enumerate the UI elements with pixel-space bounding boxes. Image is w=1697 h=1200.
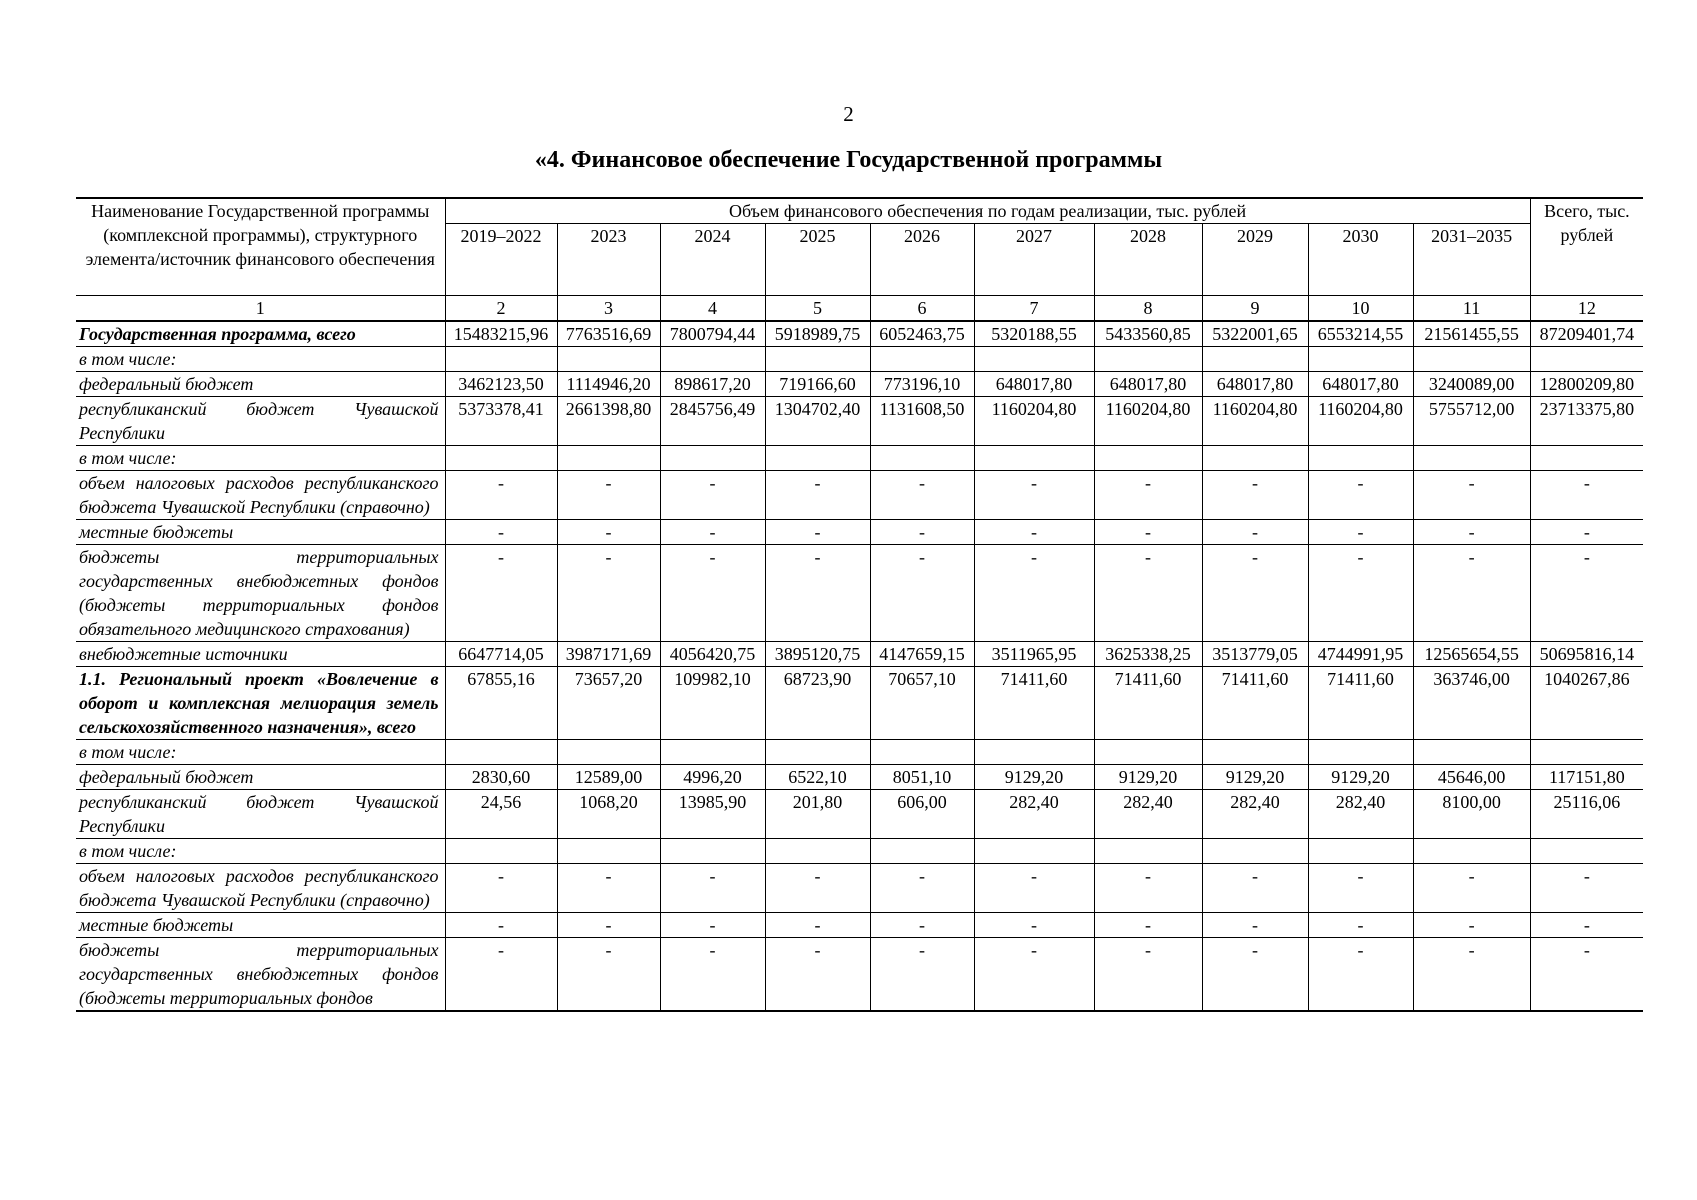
row-value-cell: 3462123,50 xyxy=(445,372,557,397)
row-value-cell: 6052463,75 xyxy=(870,321,974,347)
table-row xyxy=(76,520,1643,545)
row-value-cell: 7763516,69 xyxy=(557,321,660,347)
row-value-cell: - xyxy=(765,545,870,642)
row-value-cell: - xyxy=(1308,471,1413,520)
row-value-cell: 3240089,00 xyxy=(1413,372,1530,397)
row-value-cell: 5373378,41 xyxy=(445,397,557,446)
row-value-cell: 4996,20 xyxy=(660,765,765,790)
table-row xyxy=(76,864,1643,913)
row-value-cell: - xyxy=(1202,913,1308,938)
row-value-cell: - xyxy=(974,864,1094,913)
header-name-cell: Наименование Государственной программы (комплексной программы), структурного элемента/источник финансового обеспечения xyxy=(76,198,445,296)
row-value-cell: 1160204,80 xyxy=(1308,397,1413,446)
row-value-cell: 87209401,74 xyxy=(1530,321,1643,347)
row-value-cell: 719166,60 xyxy=(765,372,870,397)
column-number-cell: 2 xyxy=(445,296,557,322)
row-value-cell: 5320188,55 xyxy=(974,321,1094,347)
table-row xyxy=(76,667,1643,740)
row-value-cell: 3895120,75 xyxy=(765,642,870,667)
header-year-cell: 2029 xyxy=(1202,224,1308,296)
row-value-cell: - xyxy=(1094,520,1202,545)
header-year-cell: 2024 xyxy=(660,224,765,296)
row-value-cell: - xyxy=(1413,913,1530,938)
row-value-cell: - xyxy=(557,864,660,913)
row-value-cell: - xyxy=(765,520,870,545)
row-value-cell: - xyxy=(1530,471,1643,520)
row-value-cell: - xyxy=(870,471,974,520)
row-value-cell: - xyxy=(1094,471,1202,520)
row-value-cell: - xyxy=(445,471,557,520)
row-value-cell xyxy=(1202,446,1308,471)
row-value-cell: - xyxy=(1308,864,1413,913)
row-value-cell: - xyxy=(1413,520,1530,545)
section-title: «4. Финансовое обеспечение Государственной программы xyxy=(534,147,1163,173)
row-value-cell: - xyxy=(974,545,1094,642)
row-value-cell: 13985,90 xyxy=(660,790,765,839)
row-value-cell xyxy=(765,740,870,765)
row-value-cell: 9129,20 xyxy=(1202,765,1308,790)
header-year-cell: 2028 xyxy=(1094,224,1202,296)
row-value-cell xyxy=(870,446,974,471)
row-value-cell: 606,00 xyxy=(870,790,974,839)
row-value-cell xyxy=(557,839,660,864)
row-value-cell: 117151,80 xyxy=(1530,765,1643,790)
row-value-cell: - xyxy=(445,938,557,1012)
row-name-cell: в том числе: xyxy=(76,347,445,372)
row-value-cell: 1114946,20 xyxy=(557,372,660,397)
row-value-cell xyxy=(974,446,1094,471)
row-value-cell: 5322001,65 xyxy=(1202,321,1308,347)
row-value-cell xyxy=(974,347,1094,372)
row-value-cell: 6522,10 xyxy=(765,765,870,790)
header-row-1 xyxy=(76,198,1643,224)
row-value-cell xyxy=(974,839,1094,864)
row-value-cell: 1160204,80 xyxy=(1202,397,1308,446)
row-name-cell: бюджеты территориальных государственных внебюджетных фондов (бюджеты территориальных фондов обязательного медицинского страхования) xyxy=(76,545,445,642)
row-value-cell xyxy=(1530,839,1643,864)
row-value-cell: - xyxy=(445,545,557,642)
row-value-cell: - xyxy=(765,938,870,1012)
row-value-cell: - xyxy=(1094,938,1202,1012)
row-value-cell xyxy=(870,839,974,864)
row-value-cell: - xyxy=(870,520,974,545)
row-value-cell: 68723,90 xyxy=(765,667,870,740)
row-value-cell: - xyxy=(1094,545,1202,642)
header-year-cell: 2019–2022 xyxy=(445,224,557,296)
table-row xyxy=(76,446,1643,471)
row-value-cell: 648017,80 xyxy=(1202,372,1308,397)
column-number-cell: 4 xyxy=(660,296,765,322)
header-year-cell: 2026 xyxy=(870,224,974,296)
row-value-cell: 4056420,75 xyxy=(660,642,765,667)
row-value-cell xyxy=(1094,839,1202,864)
row-name-cell: объем налоговых расходов республиканского бюджета Чувашской Республики (справочно) xyxy=(76,864,445,913)
row-value-cell: 282,40 xyxy=(1308,790,1413,839)
row-value-cell: 1131608,50 xyxy=(870,397,974,446)
row-value-cell: - xyxy=(557,471,660,520)
row-value-cell: 1160204,80 xyxy=(1094,397,1202,446)
row-value-cell xyxy=(1094,446,1202,471)
column-number-cell: 11 xyxy=(1413,296,1530,322)
row-value-cell xyxy=(1413,839,1530,864)
row-value-cell: 5433560,85 xyxy=(1094,321,1202,347)
row-value-cell xyxy=(1530,740,1643,765)
row-value-cell: - xyxy=(660,545,765,642)
row-value-cell: - xyxy=(1413,938,1530,1012)
column-number-cell: 7 xyxy=(974,296,1094,322)
row-value-cell: - xyxy=(870,545,974,642)
row-value-cell: 24,56 xyxy=(445,790,557,839)
row-value-cell xyxy=(765,839,870,864)
row-value-cell xyxy=(1308,446,1413,471)
row-value-cell: 4744991,95 xyxy=(1308,642,1413,667)
row-value-cell xyxy=(660,347,765,372)
row-value-cell: - xyxy=(1530,938,1643,1012)
row-value-cell: - xyxy=(1530,913,1643,938)
row-value-cell: 50695816,14 xyxy=(1530,642,1643,667)
table-row xyxy=(76,938,1643,1012)
row-value-cell: - xyxy=(1202,520,1308,545)
table-row xyxy=(76,545,1643,642)
row-value-cell: - xyxy=(660,520,765,545)
column-number-cell: 5 xyxy=(765,296,870,322)
row-value-cell: 3625338,25 xyxy=(1094,642,1202,667)
row-name-cell: в том числе: xyxy=(76,839,445,864)
row-value-cell xyxy=(1413,446,1530,471)
row-value-cell: 2845756,49 xyxy=(660,397,765,446)
row-value-cell: 15483215,96 xyxy=(445,321,557,347)
row-name-cell: федеральный бюджет xyxy=(76,765,445,790)
row-value-cell: - xyxy=(870,938,974,1012)
row-value-cell: 3513779,05 xyxy=(1202,642,1308,667)
row-name-cell: местные бюджеты xyxy=(76,913,445,938)
row-value-cell: 773196,10 xyxy=(870,372,974,397)
table-row xyxy=(76,790,1643,839)
row-name-cell: 1.1. Региональный проект «Вовлечение в оборот и комплексная мелиорация земель сельскохозяйственного назначения», всего xyxy=(76,667,445,740)
row-value-cell xyxy=(660,446,765,471)
row-value-cell: - xyxy=(445,864,557,913)
row-value-cell: 71411,60 xyxy=(1202,667,1308,740)
row-value-cell: 71411,60 xyxy=(1308,667,1413,740)
row-value-cell: - xyxy=(974,913,1094,938)
row-value-cell: - xyxy=(1202,545,1308,642)
row-value-cell xyxy=(1202,839,1308,864)
row-value-cell xyxy=(1530,446,1643,471)
row-value-cell: 70657,10 xyxy=(870,667,974,740)
row-value-cell: 12800209,80 xyxy=(1530,372,1643,397)
row-value-cell xyxy=(1530,347,1643,372)
row-value-cell xyxy=(1308,740,1413,765)
row-value-cell: 4147659,15 xyxy=(870,642,974,667)
row-value-cell xyxy=(765,347,870,372)
financing-table xyxy=(76,197,1643,1012)
row-value-cell: - xyxy=(1094,864,1202,913)
row-value-cell: 8100,00 xyxy=(1413,790,1530,839)
row-value-cell: 73657,20 xyxy=(557,667,660,740)
row-name-cell: Государственная программа, всего xyxy=(76,321,445,347)
row-value-cell xyxy=(1413,740,1530,765)
row-value-cell: - xyxy=(660,471,765,520)
row-value-cell: 1160204,80 xyxy=(974,397,1094,446)
row-value-cell: 12565654,55 xyxy=(1413,642,1530,667)
row-value-cell: - xyxy=(557,938,660,1012)
row-value-cell xyxy=(1413,347,1530,372)
row-value-cell: - xyxy=(974,938,1094,1012)
row-value-cell: 23713375,80 xyxy=(1530,397,1643,446)
row-value-cell: - xyxy=(1308,938,1413,1012)
row-value-cell: - xyxy=(974,520,1094,545)
row-value-cell: - xyxy=(1530,520,1643,545)
row-value-cell: 71411,60 xyxy=(974,667,1094,740)
row-name-cell: республиканский бюджет Чувашской Республики xyxy=(76,397,445,446)
row-value-cell xyxy=(870,347,974,372)
row-value-cell xyxy=(1094,740,1202,765)
row-name-cell: объем налоговых расходов республиканского бюджета Чувашской Республики (справочно) xyxy=(76,471,445,520)
row-value-cell: 282,40 xyxy=(1202,790,1308,839)
column-number-cell: 3 xyxy=(557,296,660,322)
row-value-cell: 3511965,95 xyxy=(974,642,1094,667)
row-value-cell: - xyxy=(870,864,974,913)
row-value-cell: 1304702,40 xyxy=(765,397,870,446)
row-value-cell xyxy=(445,446,557,471)
row-value-cell xyxy=(557,446,660,471)
row-value-cell: - xyxy=(660,938,765,1012)
table-row xyxy=(76,740,1643,765)
header-year-cell: 2030 xyxy=(1308,224,1413,296)
row-value-cell xyxy=(557,740,660,765)
column-number-cell: 10 xyxy=(1308,296,1413,322)
row-value-cell xyxy=(445,839,557,864)
header-volume-cell: Объем финансового обеспечения по годам реализации, тыс. рублей xyxy=(445,198,1530,224)
column-number-cell: 6 xyxy=(870,296,974,322)
row-value-cell: 67855,16 xyxy=(445,667,557,740)
row-value-cell: 201,80 xyxy=(765,790,870,839)
table-row xyxy=(76,321,1643,347)
header-year-cell: 2025 xyxy=(765,224,870,296)
row-value-cell: 1068,20 xyxy=(557,790,660,839)
table-row xyxy=(76,913,1643,938)
column-number-row xyxy=(76,296,1643,322)
row-value-cell: - xyxy=(557,545,660,642)
row-value-cell: - xyxy=(1202,471,1308,520)
row-value-cell: - xyxy=(660,864,765,913)
row-value-cell: 648017,80 xyxy=(1308,372,1413,397)
table-row xyxy=(76,765,1643,790)
row-value-cell xyxy=(1308,839,1413,864)
header-total-cell: Всего, тыс. рублей xyxy=(1530,198,1643,296)
row-value-cell: - xyxy=(765,471,870,520)
row-value-cell: 2830,60 xyxy=(445,765,557,790)
row-value-cell: - xyxy=(974,471,1094,520)
row-name-cell: в том числе: xyxy=(76,740,445,765)
row-value-cell: - xyxy=(1202,938,1308,1012)
row-value-cell: - xyxy=(1413,545,1530,642)
row-value-cell: 363746,00 xyxy=(1413,667,1530,740)
row-value-cell xyxy=(870,740,974,765)
row-value-cell: 8051,10 xyxy=(870,765,974,790)
row-name-cell: федеральный бюджет xyxy=(76,372,445,397)
row-name-cell: республиканский бюджет Чувашской Республики xyxy=(76,790,445,839)
row-value-cell: - xyxy=(765,913,870,938)
row-value-cell: 648017,80 xyxy=(1094,372,1202,397)
row-value-cell xyxy=(445,740,557,765)
column-number-cell: 8 xyxy=(1094,296,1202,322)
header-year-cell: 2023 xyxy=(557,224,660,296)
row-value-cell: 282,40 xyxy=(1094,790,1202,839)
table-row xyxy=(76,397,1643,446)
row-value-cell: 1040267,86 xyxy=(1530,667,1643,740)
row-value-cell: 12589,00 xyxy=(557,765,660,790)
row-value-cell: 25116,06 xyxy=(1530,790,1643,839)
column-number-cell: 1 xyxy=(76,296,445,322)
table-row xyxy=(76,642,1643,667)
row-name-cell: местные бюджеты xyxy=(76,520,445,545)
row-value-cell xyxy=(765,446,870,471)
row-name-cell: бюджеты территориальных государственных внебюджетных фондов (бюджеты территориальных фондов xyxy=(76,938,445,1012)
table-row xyxy=(76,372,1643,397)
table-row xyxy=(76,839,1643,864)
row-value-cell: - xyxy=(1413,471,1530,520)
row-value-cell: 5918989,75 xyxy=(765,321,870,347)
page-number: 2 xyxy=(843,102,854,126)
row-value-cell xyxy=(1308,347,1413,372)
row-value-cell: 71411,60 xyxy=(1094,667,1202,740)
row-value-cell xyxy=(660,839,765,864)
column-number-cell: 9 xyxy=(1202,296,1308,322)
row-value-cell: 3987171,69 xyxy=(557,642,660,667)
row-value-cell: - xyxy=(870,913,974,938)
row-value-cell: 9129,20 xyxy=(1094,765,1202,790)
row-value-cell: - xyxy=(1308,913,1413,938)
row-name-cell: в том числе: xyxy=(76,446,445,471)
row-value-cell xyxy=(974,740,1094,765)
row-value-cell: - xyxy=(1530,545,1643,642)
row-value-cell: 282,40 xyxy=(974,790,1094,839)
row-value-cell: - xyxy=(445,520,557,545)
row-value-cell xyxy=(1202,347,1308,372)
row-value-cell xyxy=(1094,347,1202,372)
row-value-cell: - xyxy=(557,520,660,545)
row-value-cell: 6553214,55 xyxy=(1308,321,1413,347)
row-value-cell: - xyxy=(1308,545,1413,642)
row-value-cell: - xyxy=(1202,864,1308,913)
table-row xyxy=(76,471,1643,520)
row-value-cell: - xyxy=(1530,864,1643,913)
row-value-cell: 9129,20 xyxy=(974,765,1094,790)
row-value-cell: 898617,20 xyxy=(660,372,765,397)
row-value-cell: 6647714,05 xyxy=(445,642,557,667)
row-value-cell xyxy=(445,347,557,372)
row-value-cell: 9129,20 xyxy=(1308,765,1413,790)
header-year-cell: 2027 xyxy=(974,224,1094,296)
row-value-cell xyxy=(557,347,660,372)
row-value-cell: 648017,80 xyxy=(974,372,1094,397)
row-name-cell: внебюджетные источники xyxy=(76,642,445,667)
row-value-cell: 5755712,00 xyxy=(1413,397,1530,446)
row-value-cell: 2661398,80 xyxy=(557,397,660,446)
row-value-cell: - xyxy=(445,913,557,938)
row-value-cell: - xyxy=(765,864,870,913)
row-value-cell: - xyxy=(660,913,765,938)
row-value-cell: 45646,00 xyxy=(1413,765,1530,790)
row-value-cell: 21561455,55 xyxy=(1413,321,1530,347)
column-number-cell: 12 xyxy=(1530,296,1643,322)
row-value-cell: - xyxy=(1308,520,1413,545)
header-year-cell: 2031–2035 xyxy=(1413,224,1530,296)
row-value-cell: 109982,10 xyxy=(660,667,765,740)
row-value-cell: - xyxy=(1413,864,1530,913)
row-value-cell xyxy=(1202,740,1308,765)
row-value-cell xyxy=(660,740,765,765)
row-value-cell: - xyxy=(1094,913,1202,938)
table-row xyxy=(76,347,1643,372)
row-value-cell: - xyxy=(557,913,660,938)
row-value-cell: 7800794,44 xyxy=(660,321,765,347)
